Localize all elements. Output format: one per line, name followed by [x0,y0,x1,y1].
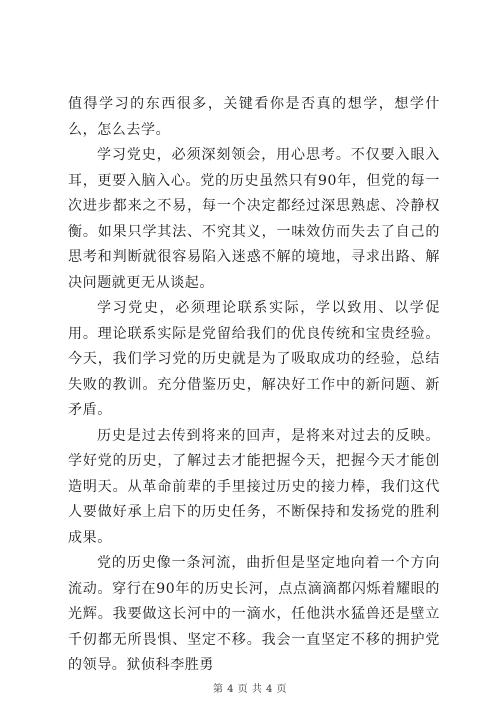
paragraph-study-thinking: 学习党史，必须深刻领会，用心思考。不仅要入眼入耳，更要入脑入心。党的历史虽然只有90年，但党的每一次进步都来之不易，每一个决定都经过深思熟虑、冷静权衡。如果只学其法、不究其义，一味效仿而失去了自己的思考和判断就很容易陷入迷惑不解的境地，寻求出路、解决问题就更无从谈起。 [68,147,440,291]
paragraph-history-echo: 历史是过去传到将来的回声，是将来对过去的反映。学好党的历史，了解过去才能把握今天，把握今天才能创造明天。从革命前辈的手里接过历史的接力棒，我们这代人要做好承上启下的历史任务，不断保持和发扬党的胜利成果。 [68,427,440,546]
paragraph-continuation: 值得学习的东西很多，关键看你是否真的想学，想学什么，怎么去学。 [68,96,440,138]
page-footer: 第 4 页 共 4 页 [212,684,288,695]
paragraph-theory-practice: 学习党史，必须理论联系实际，学以致用、以学促用。理论联系实际是党留给我们的优良传统和宝贵经验。今天，我们学习党的历史就是为了吸取成功的经验，总结失败的教训。充分借鉴历史，解决好工作中的新问题、新矛盾。 [68,300,440,418]
paragraph-history-river: 党的历史像一条河流，曲折但是坚定地向着一个方向流动。穿行在90年的历史长河，点点滴滴都闪烁着耀眼的光辉。我要做这长河中的一滴水，任他洪水猛兽还是壁立千仞都无所畏惧、坚定不移。我会一直坚定不移的拥护党的领导。狱侦科李胜勇 [68,555,440,673]
document-body [68,92,440,679]
